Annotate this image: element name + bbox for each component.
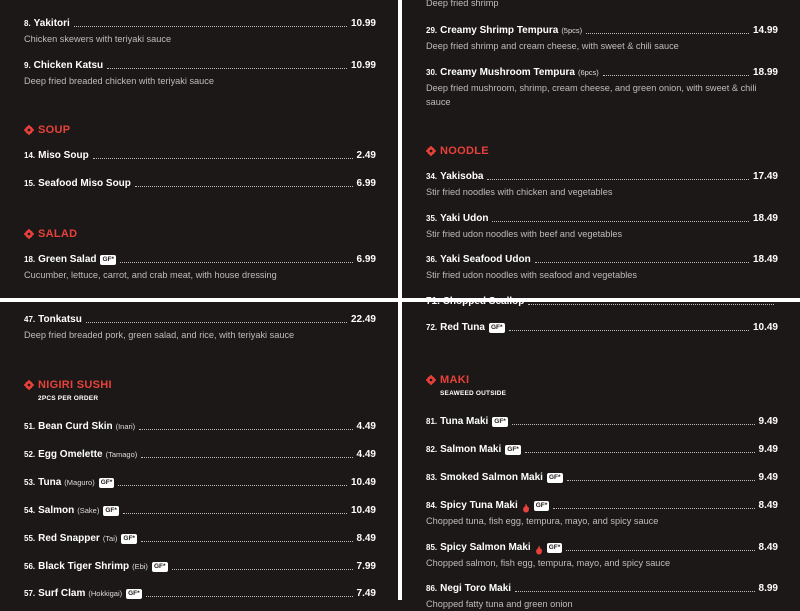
item-name: Surf Clam (38, 588, 86, 599)
item-price: 10.49 (350, 505, 376, 516)
chili-icon (522, 504, 530, 513)
menu-item (426, 540, 778, 570)
item-price: 4.49 (356, 421, 376, 432)
item-number: 54. (24, 506, 36, 515)
item-number: 86. (426, 584, 438, 593)
item-name: Smoked Salmon Maki (440, 472, 543, 483)
item-name: Yaki Seafood Udon (440, 254, 531, 265)
item-price: 4.49 (356, 449, 376, 460)
item-name: Tonkatsu (38, 314, 82, 325)
item-japanese-name: (Hokkigai) (88, 589, 123, 598)
item-price: 18.99 (752, 67, 778, 78)
item-description: Stir fried udon noodles with seafood and vegetables (426, 270, 637, 280)
item-name: Green Salad (38, 254, 97, 265)
gluten-free-badge: GF* (507, 446, 519, 453)
item-number: 82. (426, 445, 438, 454)
item-description: Cucumber, lettuce, carrot, and crab meat, with house dressing (24, 270, 277, 280)
section-title: MAKI (440, 374, 470, 386)
dot-leader (135, 186, 353, 187)
item-name: Yaki Udon (440, 213, 489, 224)
section-subtitle: 2PCS PER ORDER (38, 395, 99, 402)
item-number: 53. (24, 478, 36, 487)
dot-leader (512, 424, 755, 425)
item-description: Stir fried noodles with chicken and vegetables (426, 187, 613, 197)
item-number: 85. (426, 543, 438, 552)
item-price: 18.49 (752, 213, 778, 224)
menu-item (24, 148, 376, 162)
section-header-salad (24, 228, 77, 240)
item-price: 6.99 (356, 178, 376, 189)
item-portion: (5pcs) (561, 26, 583, 35)
dot-leader (566, 550, 754, 551)
menu-item (24, 503, 376, 517)
menu-item (426, 442, 778, 456)
gluten-free-badge: GF* (494, 418, 506, 425)
item-price: 7.99 (356, 561, 376, 572)
menu-pane-top-left (0, 0, 398, 298)
gear-icon (426, 375, 436, 385)
dot-leader (107, 68, 347, 69)
gear-icon (24, 380, 34, 390)
item-description: Chopped salmon, fish egg, tempura, mayo, and spicy sauce (426, 558, 671, 568)
item-name: Yakisoba (440, 171, 484, 182)
dot-leader (74, 26, 347, 27)
item-name: Salmon (38, 505, 75, 516)
item-number: 9. (24, 61, 31, 70)
dot-leader (120, 262, 352, 263)
item-japanese-name: (Tamago) (105, 450, 138, 459)
menu-item (24, 475, 376, 489)
item-number: 30. (426, 68, 438, 77)
menu-item (24, 176, 376, 190)
gluten-free-badge: GF* (548, 544, 561, 551)
menu-item (24, 531, 376, 545)
menu-pane-top-right (402, 0, 800, 298)
item-name: Miso Soup (38, 150, 89, 161)
menu-item (426, 414, 778, 428)
item-description-cut: Deep fried shrimp (426, 0, 499, 8)
menu-item (426, 211, 778, 241)
menu-item (426, 470, 778, 484)
dot-leader (123, 513, 347, 514)
item-price: 9.49 (758, 416, 778, 427)
item-price: 6.99 (356, 254, 376, 265)
item-portion: (6pcs) (577, 68, 599, 77)
item-price: 8.49 (758, 542, 778, 553)
dot-leader (535, 262, 749, 263)
dot-leader (492, 221, 748, 222)
gear-icon (24, 125, 34, 135)
dot-leader (141, 541, 353, 542)
item-number: 36. (426, 255, 438, 264)
menu-item (24, 447, 376, 461)
item-name: Egg Omelette (38, 449, 103, 460)
dot-leader (86, 322, 347, 323)
menu-item (426, 169, 778, 199)
item-number: 55. (24, 534, 36, 543)
dot-leader (509, 330, 749, 331)
item-price: 9.49 (758, 444, 778, 455)
item-description: Deep fried mushroom, shrimp, cream cheese, and green onion, with sweet & chili sauce (426, 83, 757, 107)
menu-item (24, 252, 376, 282)
section-header-nigiri-sushi (24, 379, 112, 391)
item-name: Spicy Tuna Maki (440, 500, 518, 511)
dot-leader (515, 591, 754, 592)
item-name: Red Tuna (440, 322, 485, 333)
item-number: 51. (24, 422, 36, 431)
item-number: 83. (426, 473, 438, 482)
menu-item (24, 312, 376, 342)
item-number: 72. (426, 323, 438, 332)
item-number: 81. (426, 417, 438, 426)
dot-leader (139, 429, 352, 430)
menu-item (24, 559, 376, 573)
gluten-free-badge: GF* (105, 507, 117, 514)
gluten-free-badge: GF* (548, 474, 561, 481)
item-number: 35. (426, 214, 438, 223)
section-subtitle: SEAWEED OUTSIDE (440, 390, 507, 397)
horizontal-divider (0, 298, 800, 302)
item-description: Deep fried breaded chicken with teriyaki sauce (24, 76, 214, 86)
dot-leader (172, 569, 353, 570)
item-number: 8. (24, 19, 31, 28)
item-description: Chopped fatty tuna and green onion (426, 599, 573, 609)
item-price: 8.49 (356, 533, 376, 544)
item-number: 29. (426, 26, 438, 35)
dot-leader (528, 304, 774, 305)
gluten-free-badge: GF* (102, 256, 115, 263)
item-name: Yakitori (33, 18, 70, 29)
item-japanese-name: (Tai) (102, 534, 118, 543)
item-japanese-name: (Maguro) (64, 478, 95, 487)
menu-pane-bottom-left (0, 302, 398, 600)
item-price: 9.49 (758, 472, 778, 483)
section-title: SOUP (38, 124, 71, 136)
gluten-free-badge: GF* (153, 563, 166, 570)
section-title: NIGIRI SUSHI (38, 379, 112, 391)
item-price: 10.49 (752, 322, 778, 333)
item-number: 47. (24, 315, 36, 324)
section-header-maki (426, 374, 469, 386)
menu-item (426, 23, 778, 53)
item-price: 10.49 (350, 477, 376, 488)
item-number: 14. (24, 151, 36, 160)
item-price: 10.99 (350, 60, 376, 71)
gluten-free-badge: GF* (490, 324, 503, 331)
gear-icon (24, 229, 34, 239)
section-header-noodle (426, 145, 489, 157)
item-name: Creamy Mushroom Tempura (440, 67, 575, 78)
menu-item (24, 16, 376, 46)
item-description: Chicken skewers with teriyaki sauce (24, 34, 172, 44)
item-description: Stir fried udon noodles with beef and vegetables (426, 229, 623, 239)
gear-icon (426, 146, 436, 156)
dot-leader (487, 179, 748, 180)
gluten-free-badge: GF* (123, 535, 135, 542)
dot-leader (146, 596, 353, 597)
item-price: 18.49 (752, 254, 778, 265)
menu-item (426, 65, 778, 109)
menu-item (24, 419, 376, 433)
section-title: NOODLE (440, 145, 489, 157)
item-name: Black Tiger Shrimp (38, 561, 130, 572)
item-name: Negi Toro Maki (440, 583, 512, 594)
item-name: Tuna Maki (440, 416, 489, 427)
dot-leader (118, 485, 347, 486)
menu-item (24, 586, 376, 600)
item-price: 14.99 (752, 25, 778, 36)
item-price: 2.49 (356, 150, 376, 161)
menu-item (426, 320, 778, 334)
item-price: 7.49 (356, 588, 376, 599)
gluten-free-badge: GF* (100, 479, 113, 486)
item-name: Tuna (38, 477, 62, 488)
chili-icon (535, 546, 543, 555)
item-description: Chopped tuna, fish egg, tempura, mayo, and spicy sauce (426, 516, 659, 526)
item-price: 10.99 (350, 18, 376, 29)
dot-leader (93, 158, 353, 159)
item-number: 34. (426, 172, 438, 181)
item-name: Seafood Miso Soup (38, 178, 131, 189)
item-japanese-name: (Inari) (115, 422, 136, 431)
item-name: Spicy Salmon Maki (440, 542, 531, 553)
item-price: 17.49 (752, 171, 778, 182)
dot-leader (603, 75, 749, 76)
dot-leader (525, 452, 755, 453)
item-number: 15. (24, 179, 36, 188)
menu-pane-bottom-right (402, 302, 800, 609)
menu-item (24, 58, 376, 88)
item-name: Red Snapper (38, 533, 100, 544)
item-name: Chicken Katsu (33, 60, 104, 71)
dot-leader (553, 508, 754, 509)
item-number: 84. (426, 501, 438, 510)
section-title: SALAD (38, 228, 78, 240)
item-japanese-name: (Sake) (77, 506, 100, 515)
item-japanese-name: (Ebi) (132, 562, 148, 571)
item-number: 57. (24, 589, 36, 598)
item-name: Salmon Maki (440, 444, 502, 455)
section-header-soup (24, 124, 70, 136)
item-number: 56. (24, 562, 36, 571)
item-name: Creamy Shrimp Tempura (440, 25, 559, 36)
item-price: 8.99 (758, 583, 778, 594)
item-price: 8.49 (758, 500, 778, 511)
menu-item (426, 498, 778, 528)
item-price: 22.49 (350, 314, 376, 325)
dot-leader (141, 457, 352, 458)
gluten-free-badge: GF* (128, 590, 140, 597)
dot-leader (586, 33, 749, 34)
item-number: 18. (24, 255, 36, 264)
menu-item (426, 581, 778, 611)
item-description: Deep fried shrimp and cream cheese, with sweet & chili sauce (426, 41, 679, 51)
item-description: Deep fried breaded pork, green salad, and rice, with teriyaki sauce (24, 330, 295, 340)
menu-item (426, 252, 778, 282)
item-number: 52. (24, 450, 36, 459)
dot-leader (567, 480, 755, 481)
item-name: Bean Curd Skin (38, 421, 113, 432)
gluten-free-badge: GF* (535, 502, 548, 509)
